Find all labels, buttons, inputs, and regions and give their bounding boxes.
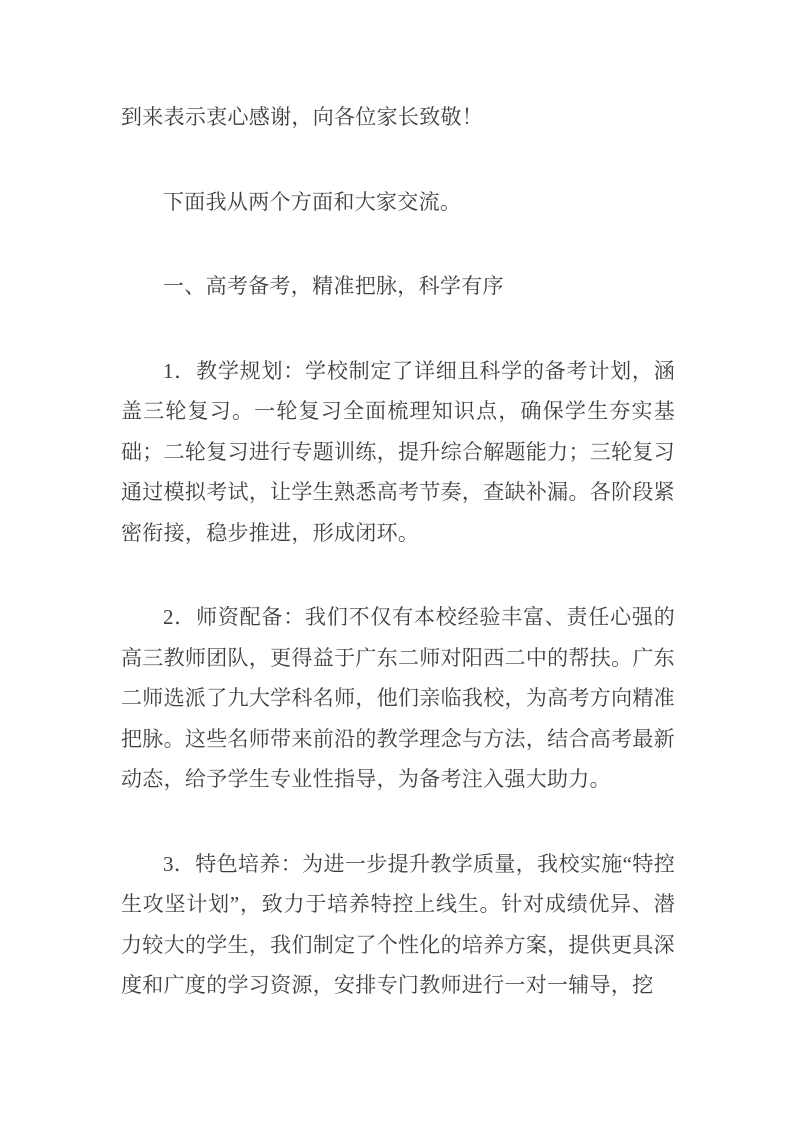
section-heading: 一、高考备考，精准把脉，科学有序 (163, 274, 504, 298)
paragraph-teaching-plan: 1．教学规划：学校制定了详细且科学的备考计划，涵盖三轮复习。一轮复习全面梳理知识点，确保学生夯实基础；二轮复习进行专题训练，提升综合解题能力；三轮复习通过模拟考试，让学生熟悉高考节奏，查缺补漏。各阶段紧密衔接，稳步推进，形成闭环。 (121, 358, 675, 545)
paragraph-special-training: 3．特色培养：为进一步提升教学质量，我校实施“特控生攻坚计划”，致力于培养特控上线生。针对成绩优异、潜力较大的学生，我们制定了个性化的培养方案，提供更具深度和广度的学习资源，安排专门教师进行一对一辅导，挖 (121, 851, 675, 997)
paragraph-faculty: 2．师资配备：我们不仅有本校经验丰富、责任心强的高三教师团队，更得益于广东二师对阳西二中的帮扶。广东二师选派了九大学科名师，他们亲临我校，为高考方向精准把脉。这些名师带来前沿的教学理念与方法，结合高考最新动态，给予学生专业性指导，为备考注入强大助力。 (121, 605, 675, 791)
paragraph-continuation: 到来表示衷心感谢，向各位家长致敬！ (121, 105, 484, 129)
paragraph-intro: 下面我从两个方面和大家交流。 (163, 189, 462, 214)
